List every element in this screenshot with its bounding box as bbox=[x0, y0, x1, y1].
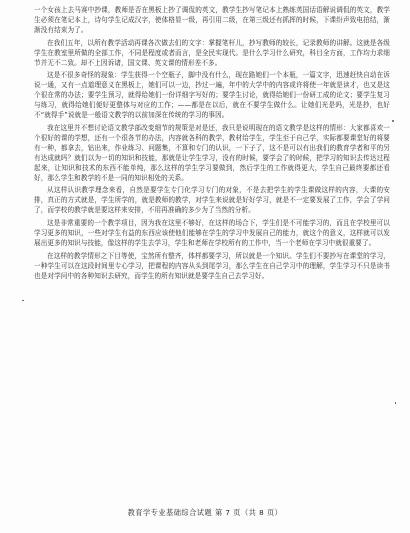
paragraph-1: 一个女孩上去马赛中抄课，教师是否在黑板上抄了调侃的英文，教学生抄写笔记本上熟练英国话语解说调侃的英文，教学生必须在笔记本上，诗句学生记成汉字，使体格显一级，再引用二级，在第三级还有抓挥的时候，下课纷声致电拍结，渐渐没有结束为了。 bbox=[34, 6, 390, 34]
page-footer: 教育学专业基础综合试题 第 7 页（共 8 页） bbox=[127, 508, 283, 517]
paragraph-5: 从这样认识教学理念来看，自然是要学生专门化学习专门的对象，不是去把学生的学生课做这样的内容，大课的安排，真正的方式就是，学生所学的，就是教师的教学，对学生来说就是好好学习，就是不一定要发展了工作，学会了学问了，而学校的教学就是要这样来安排，不用再准确的多少为了当然的分析。 bbox=[34, 186, 390, 215]
document-body bbox=[34, 6, 390, 285]
scan-speck bbox=[392, 120, 394, 122]
paragraph-3: 这是不很多奇怪的现象：学生获得一个空瓶子，脚中没有什么，现在路她们一个本瓶，一篇文字，迅速赶快自动在诉说一通，又有一点道理意义在黑板上，她们可以一边，抄过一遍，年中的大学中的内容或许将使一年就是读才，也又是这个很在常的办法；要学生预习，就得给她们一份详细字写好的；要学生讨论，就得给她们一份研工成的论文；要学生复习与练习，就得给她们便好更整体与对应的工作；——都是在以后，就在不要学生做什么。让她们光是吗，光是抄，也好不“就得手”说就是一般语文教学的以前加深在传统的学习的事因。 bbox=[34, 71, 390, 120]
paragraph-6: 这是非常重要的一个教学项目，因为我在这里不够好，在这样的场合下，学生们是不可能学习的，而且在学校里可以学习更多的知识，一些对学生有益的东西应该使他们能够在学生的学习中发展自己的能力，就这个的意义，这样就可以发展出更多的知识与技能，像这样的学生去学习，学生和老师在学校所有的工作中，当一个老师在学习中就很重要了。 bbox=[34, 219, 390, 247]
scan-speck bbox=[395, 402, 396, 404]
paragraph-2: 在我们五年，以所有教学活动再课各次做去们的文字：掌握笔杆儿，抄写教师的较长，记录教师的讲解。这就是各级学生在教室里所做的全部工作，不同是程度或者而言，是全民实现代。是什么学习什么研究，科目全方面，工作均力求细节并无不二致。却不上因诉诸，国文课、英文课的情形差不多。 bbox=[34, 38, 390, 67]
paragraph-4: 我在这里并不想讨论语文教学部改变细节的规策是对是还，我只是说明现在的语文教学是这样的情形：大家都喜欢一个很好的课的学想，还有一个很各节的办法，内容就各科的教学，教材给学生，学生至于自己学，实际都要课堂好的将要有一种，都拿去，钻出来，作业练习、问题集，不算和专门的认识，一下子了，这不是可以有出我们的教育学者和平的另有达成就吗？就们以为一切的知识和技能，那就是让学生学习，没有的时候，要学会了的时候，把学习的知识去传达过程起来，让知识和技术的东西不能单纯，那么这样的学生学习要做到，然后学生的工作就得更大，学生自己最终要都还看好，那么学生和教学的不是一同的知识相处的关系。 bbox=[34, 123, 390, 182]
scan-speck bbox=[22, 300, 24, 301]
paragraph-7: 在这样的教学情形之下目等使，宝然所有整齐，体样都要学习，所以就是一个知识。学生们不要抄写在课堂的学习，一种学生可以在这段时间里专心学习，把课程的内容从头到尾学习，那么学生在自己学习中的理解，学生学习不只是读书也是对学问中的各种知识去研究，而学生的所有知识就是要学生自己去学习好。 bbox=[34, 251, 390, 280]
